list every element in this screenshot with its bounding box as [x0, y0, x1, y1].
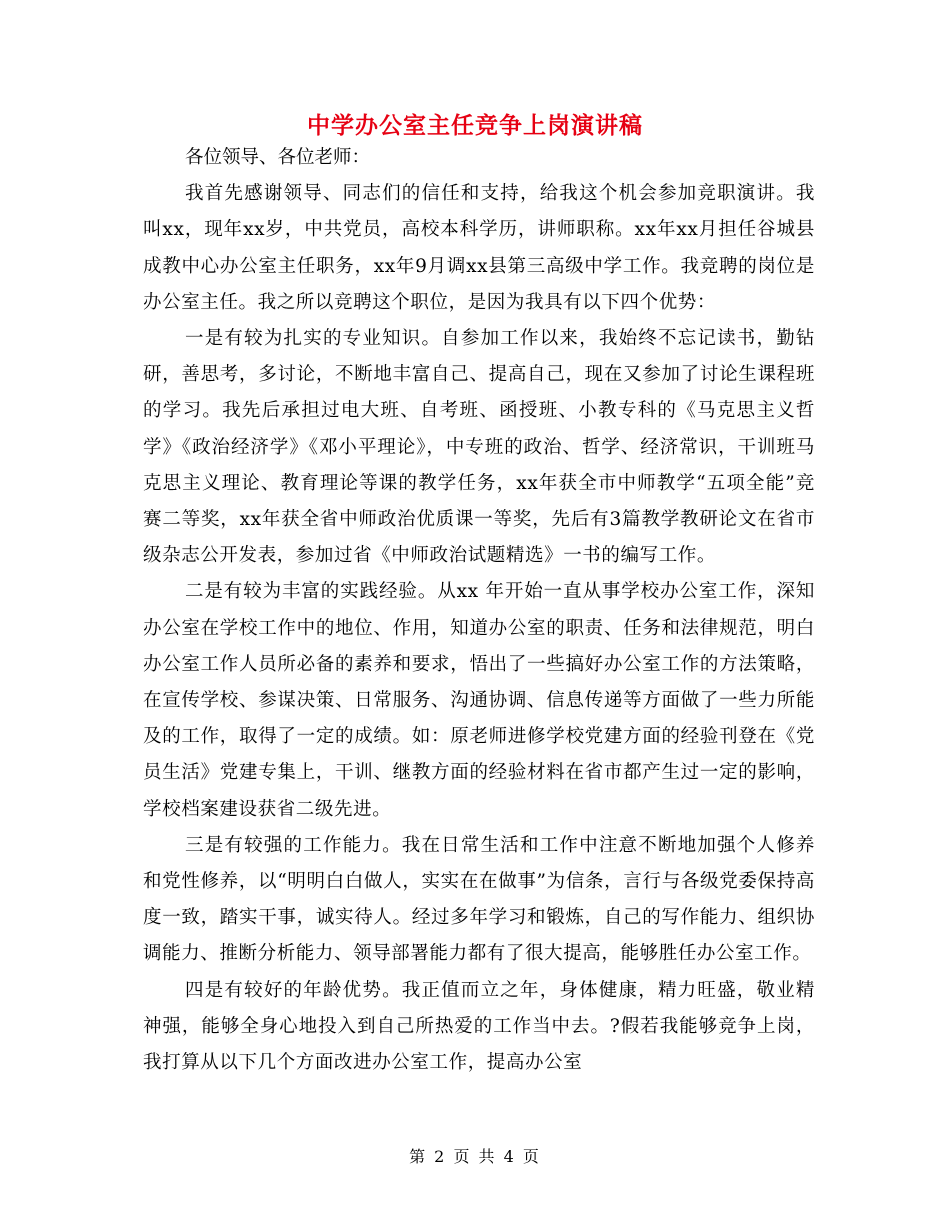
paragraph-advantage-2: 二是有较为丰富的实践经验。从xx 年开始一直从事学校办公室工作，深知办公室在学校工作中的地位、作用，知道办公室的职责、任务和法律规范，明白办公室工作人员所必备的素养和要求，悟出了一些搞好办公室工作的方法策略，在宣传学校、参谋决策、日常服务、沟通协调、信息传递等方面做了一些力所能及的工作，取得了一定的成绩。如：原老师进修学校党建方面的经验刊登在《党员生活》党建专集上，干训、继教方面的经验材料在省市都产生过一定的影响，学校档案建设获省二级先进。: [143, 581, 815, 820]
salutation: 各位领导、各位老师：: [185, 147, 371, 168]
page-number-footer: 第 2 页 共 4 页: [409, 1147, 541, 1166]
paragraph-intro: 我首先感谢领导、同志们的信任和支持，给我这个机会参加竞职演讲。我叫xx，现年xx岁，中共党员，高校本科学历，讲师职称。xx年xx月担任谷城县成教中心办公室主任职务，xx年9月调xx县第三高级中学工作。我竞聘的岗位是办公室主任。我之所以竞聘这个职位，是因为我具有以下四个优势：: [143, 183, 815, 313]
paragraph-advantage-3: 三是有较强的工作能力。我在日常生活和工作中注意不断地加强个人修养和党性修养，以“明明白白做人，实实在在做事”为信条，言行与各级党委保持高度一致，踏实干事，诚实待人。经过多年学习和锻炼，自己的写作能力、组织协调能力、推断分析能力、领导部署能力都有了很大提高，能够胜任办公室工作。: [143, 834, 815, 965]
paragraph-advantage-1: 一是有较为扎实的专业知识。自参加工作以来，我始终不忘记读书，勤钻研，善思考，多讨论，不断地丰富自己、提高自己，现在又参加了讨论生课程班的学习。我先后承担过电大班、自考班、函授班、小教专科的《马克思主义哲学》《政治经济学》《邓小平理论》，中专班的政治、哲学、经济常识，干训班马克思主义理论、教育理论等课的教学任务，xx年获全市中师教学“五项全能”竞赛二等奖，xx年获全省中师政治优质课一等奖，先后有3篇教学教研论文在省市级杂志公开发表，参加过省《中师政治试题精选》一书的编写工作。: [143, 328, 815, 567]
document-body: [143, 140, 815, 1081]
paragraph-advantage-4: 四是有较好的年龄优势。我正值而立之年，身体健康，精力旺盛，敬业精神强，能够全身心地投入到自己所热爱的工作当中去。?假若我能够竞争上岗，我打算从以下几个方面改进办公室工作，提高办公室: [143, 979, 815, 1074]
document-title: 中学办公室主任竞争上岗演讲稿: [307, 112, 643, 139]
